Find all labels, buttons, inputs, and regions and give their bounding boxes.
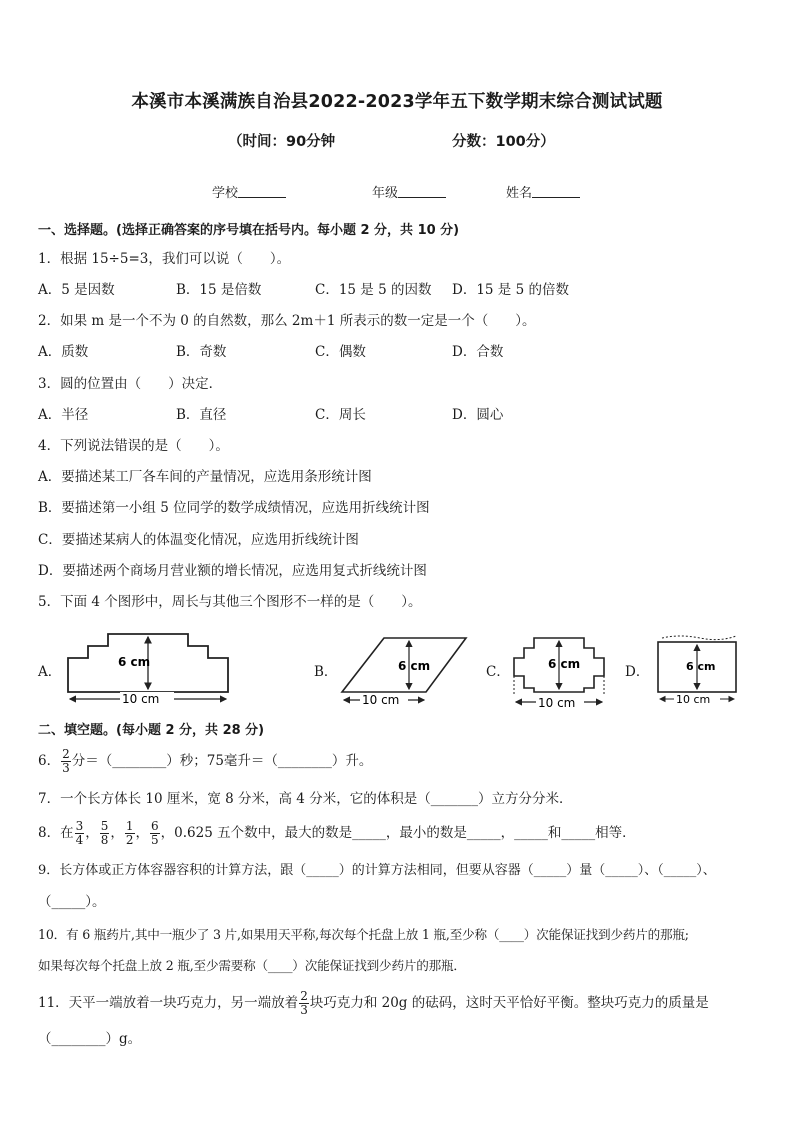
fig-b-width-label: 10 cm: [362, 693, 400, 707]
q1-option-c: C．15 是 5 的因数: [315, 282, 432, 298]
fig-d-width-label: 10 cm: [676, 693, 711, 706]
page-title: 本溪市本溪满族自治县2022-2023学年五下数学期末综合测试试题: [131, 92, 663, 112]
figure-c: [506, 632, 612, 714]
q8-f2-numerator: 5: [100, 819, 109, 833]
q6-frac-denominator: 3: [62, 761, 70, 775]
question-6: [38, 748, 372, 775]
question-10-line-1: 10．有 6 瓶药片,其中一瓶少了 3 片,如果用天平称,每次每个托盘上放 1 瓶,至少称（____）次能保证找到少药片的那瓶;: [38, 927, 689, 942]
q11-frac-numerator: 2: [300, 989, 308, 1003]
q3-option-a: A．半径: [38, 407, 89, 423]
q4-option-a: A．要描述某工厂各车间的产量情况，应选用条形统计图: [38, 469, 372, 485]
name-field: [506, 182, 580, 201]
question-5: 5．下面 4 个图形中，周长与其他三个图形不一样的是（ ）。: [38, 594, 422, 610]
q8-f1-numerator: 3: [75, 819, 84, 833]
fig-c-width-label: 10 cm: [538, 696, 576, 710]
school-blank: [238, 185, 286, 198]
q2-option-b: B．奇数: [176, 344, 227, 360]
q2-option-a: A．质数: [38, 344, 89, 360]
question-1: 1．根据 15÷5=3，我们可以说（ ）。: [38, 251, 291, 267]
q6-text: 分＝（________）秒；75毫升＝（________）升。: [71, 753, 373, 769]
q8-f4-denominator: 5: [151, 833, 159, 847]
q8-text: ，0.625 五个数中，最大的数是_____，最小的数是_____，_____和_____相等．: [160, 825, 636, 841]
q1-option-a: A．5 是因数: [38, 282, 115, 298]
q3-option-b: B．直径: [176, 407, 227, 423]
section-1-heading: 一、选择题。(选择正确答案的序号填在括号内。每小题 2 分，共 10 分): [38, 223, 460, 238]
question-10-line-2: 如果每次每个托盘上放 2 瓶,至少需要称（____）次能保证找到少药片的那瓶．: [38, 958, 466, 973]
fig-b-height-label: 6 cm: [398, 659, 431, 673]
name-blank: [532, 185, 580, 198]
q8-f3-numerator: 1: [125, 819, 134, 833]
figure-d: [650, 632, 746, 712]
grade-label: 年级: [372, 186, 399, 201]
q2-option-c: C．偶数: [315, 344, 366, 360]
figure-b: [334, 630, 474, 712]
total-score: 分数：100分）: [452, 134, 555, 150]
section-2-heading: 二、填空题。(每小题 2 分，共 28 分): [38, 723, 265, 738]
q1-option-d: D．15 是 5 的倍数: [452, 282, 569, 298]
q8-fraction-2: [100, 820, 110, 847]
question-3: 3．圆的位置由（ ）决定．: [38, 376, 223, 392]
q8-f4-numerator: 6: [151, 819, 159, 833]
question-2: 2．如果 m 是一个不为 0 的自然数，那么 2m＋1 所表示的数一定是一个（ ）。: [38, 313, 536, 329]
q6-fraction: [61, 748, 71, 775]
q5-label-a: A．: [38, 664, 62, 680]
fig-a-width-label: 10 cm: [122, 692, 160, 706]
name-label: 姓名: [506, 186, 533, 201]
q1-option-b: B．15 是倍数: [176, 282, 262, 298]
q6-frac-numerator: 2: [62, 747, 70, 761]
q11-text-after: 块巧克力和 20g 的砝码，这时天平恰好平衡。整块巧克力的质量是: [309, 995, 709, 1011]
school-label: 学校: [212, 186, 239, 201]
grade-blank: [398, 185, 446, 198]
q4-option-b: B．要描述第一小组 5 位同学的数学成绩情况，应选用折线统计图: [38, 500, 430, 516]
q8-fraction-1: [75, 820, 85, 847]
question-7: 7．一个长方体长 10 厘米，宽 8 分米，高 4 分米，它的体积是（_______）立方分分米．: [38, 791, 573, 807]
fig-a-height-label: 6 cm: [118, 655, 151, 669]
q2-option-d: D．合数: [452, 344, 504, 360]
fig-c-height-label: 6 cm: [548, 657, 581, 671]
question-11: [38, 990, 709, 1017]
question-4: 4．下列说法错误的是（ ）。: [38, 438, 229, 454]
q8-fraction-4: [150, 820, 160, 847]
q4-option-d: D．要描述两个商场月营业额的增长情况，应选用复式折线统计图: [38, 563, 427, 579]
q8-number: 8．在: [38, 825, 74, 841]
q3-option-d: D．圆心: [452, 407, 504, 423]
q5-label-d: D．: [625, 664, 650, 680]
q5-label-b: B．: [314, 664, 338, 680]
q8-fraction-3: [125, 820, 135, 847]
grade-field: [372, 182, 446, 201]
q8-f1-denominator: 4: [75, 833, 84, 847]
figure-a: [60, 628, 250, 710]
q8-f2-denominator: 8: [100, 833, 109, 847]
school-field: [212, 182, 286, 201]
q3-option-c: C．周长: [315, 407, 366, 423]
question-11-line-2: （________）g。: [38, 1031, 142, 1047]
q11-frac-denominator: 3: [300, 1003, 308, 1017]
question-9-line-2: （_____）。: [38, 894, 106, 910]
question-8: 8．在 $\frac{3}{4}$ ， $\frac{5}{8}$ ， $\frac{1}{2}$ ， $\frac{6}{5}$ ，0.625 五个数中，最大的数是_____，最小的数是_____，_____和_____相等．: [38, 819, 636, 847]
q11-text-before: 11．天平一端放着一块巧克力，另一端放着: [38, 995, 299, 1011]
time-limit: （时间：90分钟: [228, 134, 336, 150]
fig-d-height-label: 6 cm: [686, 660, 716, 673]
q5-label-c: C．: [486, 664, 510, 680]
question-9-line-1: 9．长方体或正方体容器容积的计算方法，跟（_____）的计算方法相同，但要从容器（_____）量（_____）、（_____）、: [38, 863, 716, 878]
q11-fraction: [299, 990, 309, 1017]
q4-option-c: C．要描述某病人的体温变化情况，应选用折线统计图: [38, 532, 359, 548]
q8-f3-denominator: 2: [125, 833, 134, 847]
q6-number: 6．: [38, 753, 61, 769]
